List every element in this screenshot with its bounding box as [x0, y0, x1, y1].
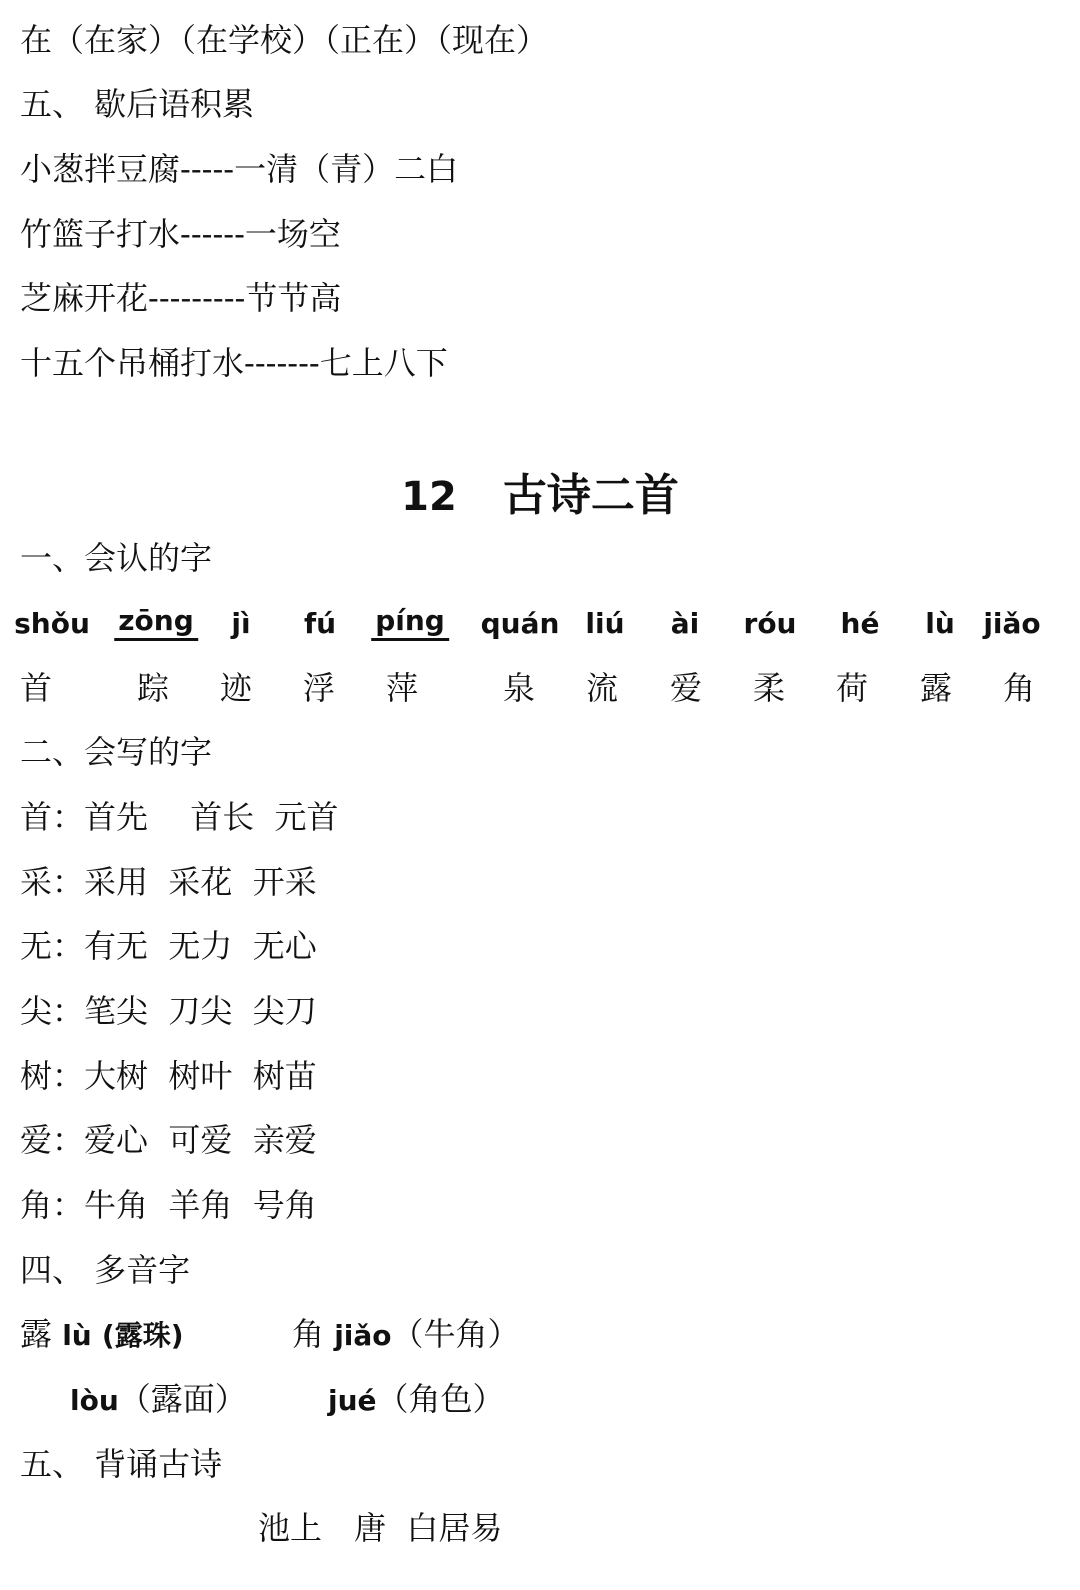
char-item: 柔: [752, 669, 786, 707]
xiehouyu-line: 小葱拌豆腐-----一清（青）二白: [20, 150, 459, 188]
write-word-line: 无：有无 无力 无心: [20, 927, 317, 965]
write-char: 尖: [20, 992, 53, 1030]
lesson-name: 古诗二首: [502, 470, 679, 521]
pinyin-item: ài: [670, 607, 700, 640]
polyphonic-char: 露: [20, 1315, 53, 1353]
char-item: 迹: [219, 669, 253, 707]
pinyin-item: jì: [231, 607, 251, 640]
write-word-list: 有无 无力 无心: [84, 927, 317, 965]
heading-write-chars: 二、会写的字: [20, 733, 213, 771]
write-word-list: 采用 采花 开采: [84, 863, 317, 901]
polyphonic-pinyin: lù: [62, 1319, 92, 1352]
xiehouyu-line: 竹篮子打水------一场空: [20, 215, 341, 253]
polyphonic-jiao-1: [292, 1314, 520, 1356]
char-item: 浮: [302, 669, 336, 707]
heading-polyphonic: 四、 多音字: [20, 1251, 191, 1289]
polyphonic-lu-1: [20, 1314, 184, 1356]
write-word-line: 首：首先 首长 元首: [20, 798, 339, 836]
heading-recognize-chars: 一、会认的字: [20, 539, 213, 577]
pinyin-item-underlined: zōng: [114, 604, 198, 641]
polyphonic-word: （牛角）: [391, 1315, 520, 1353]
char-item: 萍: [385, 669, 419, 707]
polyphonic-char: 角: [292, 1315, 325, 1353]
write-word-line: 采：采用 采花 开采: [20, 863, 317, 901]
polyphonic-word: （角色）: [376, 1380, 505, 1418]
pinyin-item: lù: [925, 607, 955, 640]
polyphonic-jiao-2: [328, 1379, 505, 1421]
polyphonic-word: （露面）: [118, 1380, 247, 1418]
polyphonic-lu-2: [70, 1379, 247, 1421]
pinyin-row: [0, 604, 1080, 644]
write-word-line: 角：牛角 羊角 号角: [20, 1186, 317, 1224]
write-word-list: 首先 首长 元首: [84, 798, 339, 836]
write-word-line: 尖：笔尖 刀尖 尖刀: [20, 992, 317, 1030]
write-char: 爱: [20, 1121, 53, 1159]
write-word-list: 爱心 可爱 亲爱: [84, 1121, 317, 1159]
line-zai-words: 在（在家）（在学校）（正在）（现在）: [20, 21, 549, 59]
pinyin-item: liú: [585, 607, 625, 640]
polyphonic-pinyin: jiǎo: [334, 1319, 392, 1352]
pinyin-item: jiǎo: [983, 607, 1041, 640]
char-item: 泉: [502, 669, 536, 707]
pinyin-item: fú: [303, 607, 337, 640]
pinyin-item: róu: [743, 607, 797, 640]
pinyin-item: hé: [840, 607, 880, 640]
polyphonic-word: (露珠): [101, 1319, 184, 1352]
poem-title: 池上: [258, 1509, 323, 1547]
char-item: 角: [1002, 669, 1036, 707]
char-item: 爱: [669, 669, 703, 707]
pinyin-item: shǒu: [14, 607, 90, 640]
write-word-line: 爱：爱心 可爱 亲爱: [20, 1121, 317, 1159]
write-char: 采: [20, 863, 53, 901]
poem-title-line: [258, 1508, 502, 1548]
write-char: 首: [20, 798, 53, 836]
lesson-title: [0, 470, 1080, 523]
write-char: 角: [20, 1186, 53, 1224]
write-char: 树: [20, 1057, 53, 1095]
char-item: 流: [585, 669, 619, 707]
write-char: 无: [20, 927, 53, 965]
char-item: 露: [919, 669, 953, 707]
write-word-list: 大树 树叶 树苗: [84, 1057, 317, 1095]
polyphonic-pinyin: lòu: [70, 1384, 119, 1417]
pinyin-item: quán: [480, 607, 560, 640]
lesson-number: 12: [401, 474, 457, 520]
write-word-list: 牛角 羊角 号角: [84, 1186, 317, 1224]
char-item: 首: [19, 669, 53, 707]
polyphonic-pinyin: jué: [328, 1384, 377, 1417]
write-word-line: 树：大树 树叶 树苗: [20, 1057, 317, 1095]
heading-xiehouyu: 五、 歇后语积累: [20, 85, 255, 123]
char-item: 荷: [835, 669, 869, 707]
heading-recite-poem: 五、 背诵古诗: [20, 1445, 223, 1483]
pinyin-item-underlined: píng: [371, 604, 449, 641]
write-word-list: 笔尖 刀尖 尖刀: [84, 992, 317, 1030]
xiehouyu-line: 十五个吊桶打水-------七上八下: [20, 344, 448, 382]
char-item: 踪: [136, 669, 170, 707]
char-row: [0, 668, 1080, 708]
xiehouyu-line: 芝麻开花---------节节高: [20, 279, 342, 317]
poem-author: 唐 白居易: [354, 1509, 503, 1547]
